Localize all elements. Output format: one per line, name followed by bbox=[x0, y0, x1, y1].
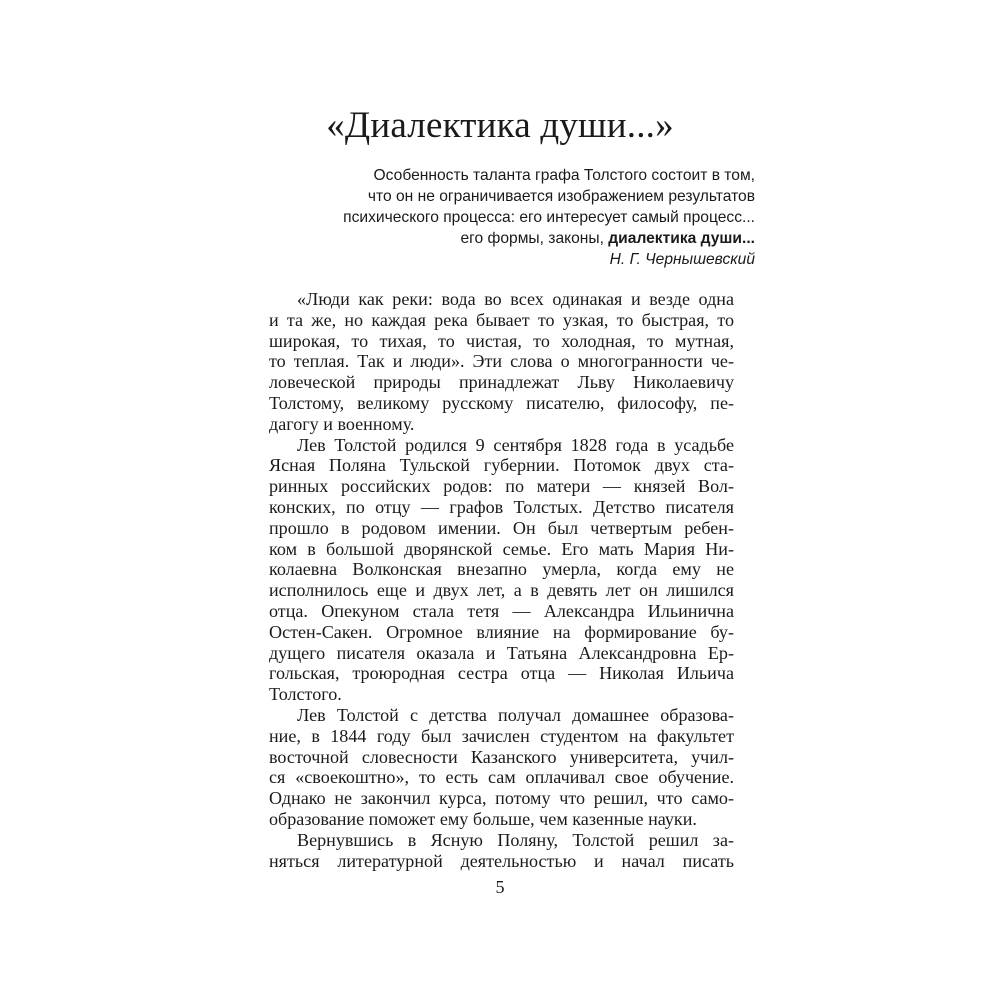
text-line: колаевна Волконская внезапно умерла, когда ему не bbox=[269, 559, 734, 580]
epigraph-line: Особенность таланта графа Толстого состоит в том, bbox=[373, 167, 755, 184]
epigraph-line: психического процесса: его интересует самый процесс... bbox=[343, 209, 755, 226]
epigraph-bold-phrase: диалектика души bbox=[608, 230, 742, 247]
text-line: то теплая. Так и люди». Эти слова о многогранности че- bbox=[269, 351, 734, 372]
text-line: Однако не закончил курса, потому что решил, что само- bbox=[269, 788, 734, 809]
text-line: Лев Толстой родился 9 сентября 1828 года в усадьбе bbox=[297, 434, 734, 455]
text-line: отца. Опекуном стала тетя — Александра Ильинична bbox=[269, 600, 734, 621]
epigraph-bold-tail: ... bbox=[742, 230, 755, 247]
epigraph-author: Н. Г. Чернышевский bbox=[609, 251, 755, 268]
text-line: ловеческой природы принадлежат Льву Николаевичу bbox=[269, 372, 734, 393]
paragraph-4 bbox=[269, 830, 734, 872]
epigraph-line: что он не ограничивается изображением результатов bbox=[367, 188, 755, 205]
text-line: восточной словесности Казанского университета, учил- bbox=[269, 746, 734, 767]
paragraph-3 bbox=[269, 705, 734, 830]
epigraph bbox=[235, 165, 755, 270]
paragraph-1 bbox=[269, 289, 734, 435]
text-line: Остен-Сакен. Огромное влияние на формирование бу- bbox=[269, 621, 734, 642]
text-line: «Люди как реки: вода во всех одинакая и везде одна bbox=[297, 289, 734, 309]
text-line: няться литературной деятельностью и начал писать bbox=[269, 850, 734, 871]
text-line: ком в большой дворянской семье. Его мать Мария Ни- bbox=[269, 538, 734, 559]
text-line: Толстого. bbox=[269, 684, 342, 705]
text-line: Лев Толстой с детства получал домашнее образова- bbox=[297, 704, 734, 725]
text-line: Толстому, великому русскому писателю, философу, пе- bbox=[269, 392, 734, 413]
text-line: дущего писателя оказала и Татьяна Александровна Ер- bbox=[269, 642, 734, 663]
text-line: ся «своекоштно», то есть сам оплачивал свое обучение. bbox=[269, 767, 734, 788]
text-line: Ясная Поляна Тульской губернии. Потомок двух ста- bbox=[269, 455, 734, 476]
epigraph-line-text: его формы, законы, bbox=[460, 230, 609, 247]
text-line: Вернувшись в Ясную Поляну, Толстой решил за- bbox=[297, 829, 734, 850]
text-line: гольская, троюродная сестра отца — Николая Ильича bbox=[269, 663, 734, 684]
text-line: исполнилось еще и двух лет, а в девять лет он лишился bbox=[269, 580, 734, 601]
text-line: и та же, но каждая река бывает то узкая, то быстрая, то bbox=[269, 309, 734, 330]
text-line: прошло в родовом имении. Он был четвертым ребен- bbox=[269, 517, 734, 538]
text-line: широкая, то тихая, то чистая, то холодная, то мутная, bbox=[269, 330, 734, 351]
text-line: дагогу и военному. bbox=[269, 413, 415, 434]
text-line: ринных российских родов: по матери — князей Вол- bbox=[269, 476, 734, 497]
body-text bbox=[269, 289, 734, 871]
text-line: конских, по отцу — графов Толстых. Детство писателя bbox=[269, 496, 734, 517]
epigraph-line-final bbox=[235, 228, 755, 249]
paragraph-2 bbox=[269, 435, 734, 705]
text-line: ние, в 1844 году был зачислен студентом на факультет bbox=[269, 725, 734, 746]
chapter-title: «Диалектика души...» bbox=[326, 105, 674, 146]
page-number: 5 bbox=[495, 877, 505, 897]
text-line: образование поможет ему больше, чем казенные науки. bbox=[269, 808, 697, 829]
